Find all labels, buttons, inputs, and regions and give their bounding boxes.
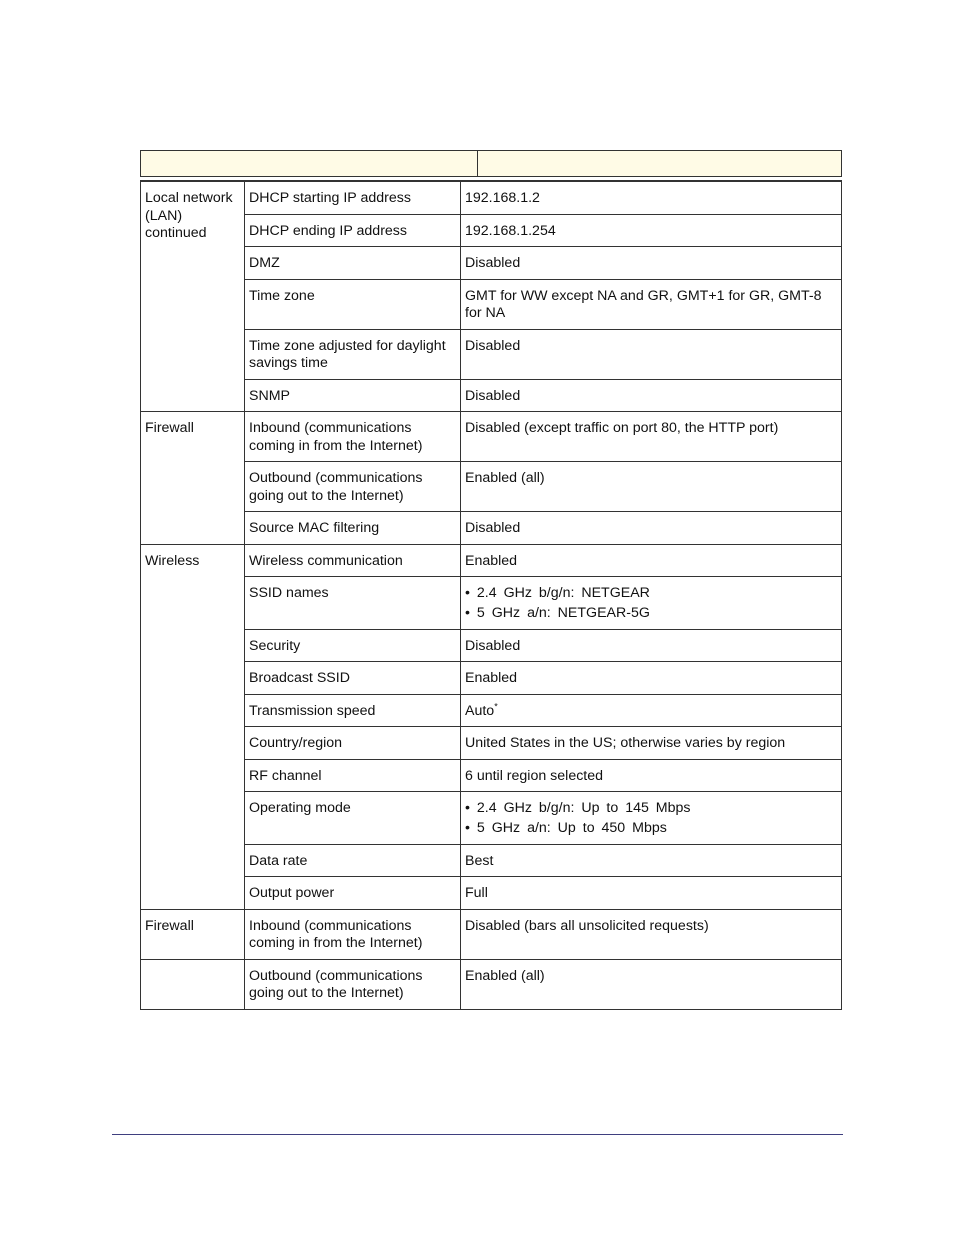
feature-cell: Broadcast SSID	[245, 662, 461, 695]
table-row	[141, 959, 842, 1009]
table-row	[141, 694, 842, 727]
value-cell: 192.168.1.254	[461, 214, 842, 247]
category-cell: Local network (LAN) continued	[141, 181, 245, 412]
bullet-text: 5 GHz a/n: Up to 450 Mbps	[476, 820, 667, 836]
bullet-list	[465, 800, 837, 838]
bullet-text: 2.4 GHz b/g/n: NETGEAR	[476, 585, 650, 601]
bullet-item	[465, 800, 837, 818]
value-cell	[461, 694, 842, 727]
table-row	[141, 329, 842, 379]
feature-cell: Outbound (communications going out to the Internet)	[245, 959, 461, 1009]
feature-cell: DHCP starting IP address	[245, 181, 461, 214]
value-cell: Best	[461, 844, 842, 877]
table-row	[141, 279, 842, 329]
default-settings-table	[140, 180, 842, 1010]
feature-cell: Security	[245, 629, 461, 662]
table-row	[141, 181, 842, 214]
table-row	[141, 379, 842, 412]
feature-cell: Time zone adjusted for daylight savings time	[245, 329, 461, 379]
value-cell	[461, 577, 842, 630]
feature-cell: Inbound (communications coming in from the Internet)	[245, 412, 461, 462]
category-cell: Wireless	[141, 544, 245, 909]
feature-cell: Country/region	[245, 727, 461, 760]
feature-cell: SSID names	[245, 577, 461, 630]
table-row	[141, 512, 842, 545]
footnote-mark: *	[494, 700, 498, 711]
table-row	[141, 577, 842, 630]
table-header	[140, 150, 842, 177]
table-row	[141, 412, 842, 462]
feature-cell: SNMP	[245, 379, 461, 412]
bullet-icon: •	[465, 820, 470, 836]
feature-cell: Operating mode	[245, 792, 461, 845]
table-row	[141, 629, 842, 662]
table-row	[141, 877, 842, 910]
table-row	[141, 662, 842, 695]
feature-cell: Data rate	[245, 844, 461, 877]
feature-cell: Inbound (communications coming in from the Internet)	[245, 909, 461, 959]
bullet-text: 5 GHz a/n: NETGEAR-5G	[476, 605, 650, 621]
table-row	[141, 844, 842, 877]
value-cell: GMT for WW except NA and GR, GMT+1 for GR, GMT-8 for NA	[461, 279, 842, 329]
value-cell: Disabled	[461, 379, 842, 412]
value-cell: Disabled	[461, 629, 842, 662]
feature-cell: DMZ	[245, 247, 461, 280]
category-cell: Firewall	[141, 412, 245, 545]
feature-cell: Output power	[245, 877, 461, 910]
value-cell: United States in the US; otherwise varies by region	[461, 727, 842, 760]
bullet-item	[465, 605, 837, 623]
feature-cell: DHCP ending IP address	[245, 214, 461, 247]
feature-cell: Outbound (communications going out to the Internet)	[245, 462, 461, 512]
category-cell: Firewall	[141, 909, 245, 959]
value-cell	[461, 792, 842, 845]
value-cell: Enabled	[461, 544, 842, 577]
table-row	[141, 759, 842, 792]
table-row	[141, 792, 842, 845]
value-cell: Full	[461, 877, 842, 910]
header-cell-default	[478, 151, 842, 177]
value-cell: Enabled (all)	[461, 959, 842, 1009]
feature-cell: RF channel	[245, 759, 461, 792]
value-cell: 192.168.1.2	[461, 181, 842, 214]
value-cell: Disabled (except traffic on port 80, the HTTP port)	[461, 412, 842, 462]
header-cell-feature	[141, 151, 478, 177]
table-row	[141, 247, 842, 280]
feature-cell: Time zone	[245, 279, 461, 329]
value-cell: Disabled	[461, 329, 842, 379]
value-cell: Enabled (all)	[461, 462, 842, 512]
value-cell: Disabled	[461, 512, 842, 545]
footer-rule	[112, 1134, 843, 1135]
value-cell: 6 until region selected	[461, 759, 842, 792]
feature-cell: Wireless communication	[245, 544, 461, 577]
table-row	[141, 544, 842, 577]
bullet-icon: •	[465, 585, 470, 601]
bullet-item	[465, 585, 837, 603]
category-cell	[141, 959, 245, 1009]
feature-cell: Source MAC filtering	[245, 512, 461, 545]
table-row	[141, 462, 842, 512]
feature-cell: Transmission speed	[245, 694, 461, 727]
table-row	[141, 727, 842, 760]
bullet-icon: •	[465, 800, 470, 816]
value-cell: Disabled	[461, 247, 842, 280]
table-row	[141, 214, 842, 247]
value-cell: Enabled	[461, 662, 842, 695]
bullet-icon: •	[465, 605, 470, 621]
table-row	[141, 909, 842, 959]
bullet-item	[465, 820, 837, 838]
bullet-text: 2.4 GHz b/g/n: Up to 145 Mbps	[476, 800, 691, 816]
value-cell: Disabled (bars all unsolicited requests)	[461, 909, 842, 959]
bullet-list	[465, 585, 837, 623]
value-text: Auto	[465, 702, 495, 719]
